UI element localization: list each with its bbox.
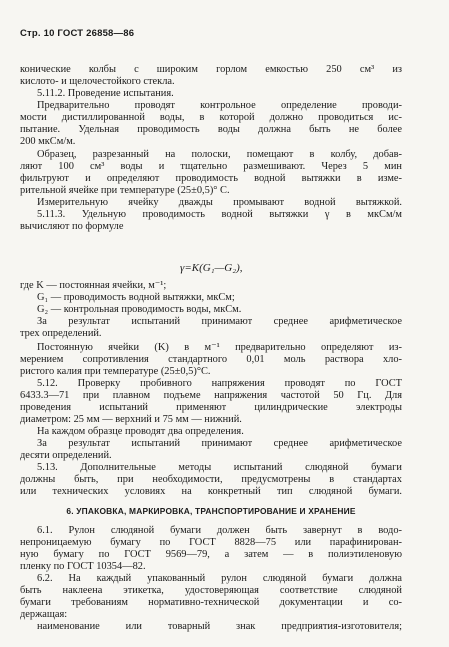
text-line: рительной ячейке при температуре (25±0,5)° С. [20, 185, 230, 196]
text-line: пытание. Удельная проводимость воды должна быть не более [20, 124, 402, 135]
text-line: вычисляют по формуле [20, 221, 124, 232]
text-line: 200 мкСм/м. [20, 136, 76, 147]
text-line: непроницаемую бумагу по ГОСТ 8828—75 или парафинирован- [20, 537, 402, 548]
text-line: 5.11.3. Удельную проводимость водной вытяжки γ в мкСм/м [37, 209, 402, 220]
text-line: наименование или товарный знак предприятия-изготовителя; [37, 621, 402, 632]
text-line: G₁ — проводимость водной вытяжки, мкСм; [37, 292, 235, 303]
text-line: держащая: [20, 609, 68, 620]
text-line: Постоянную ячейки (K) в м⁻¹ предварительно определяют из- [37, 342, 402, 353]
text-line: диаметром: 25 мм — верхний и 75 мм — нижний. [20, 414, 242, 425]
text-line: ляют 100 см³ воды и тщательно размешивают. Через 5 мин [20, 161, 402, 172]
text-line: На каждом образце проводят два определения. [37, 426, 244, 437]
text-line: ристого калия при температуре (25±0,5)°С. [20, 366, 211, 377]
text-line: или технических условиях на конкретный тип слюдяной бумаги. [20, 486, 402, 497]
text-line: Образец, разрезанный на полоски, помещают в колбу, добав- [37, 149, 402, 160]
text-line: конические колбы с широким горлом емкостью 250 см³ из [20, 64, 402, 75]
text-line: За результат испытаний принимают среднее арифметическое [37, 438, 402, 449]
text-line: кислото- и щелочестойкого стекла. [20, 76, 175, 87]
page-header: Стр. 10 ГОСТ 26858—86 [20, 28, 135, 39]
text-line: 5.11.2. Проведение испытания. [37, 88, 174, 99]
text-line: 6.2. На каждый упакованный рулон слюдяной бумаги должна [37, 573, 402, 584]
text-line: ную бумагу по ГОСТ 9569—79, а затем — в полиэтиленовую [20, 549, 402, 560]
text-line: фильтруют и определяют проводимость водной вытяжки в изме- [20, 173, 402, 184]
text-line: 5.12. Проверку пробивного напряжения проводят по ГОСТ [37, 378, 402, 389]
text-line: Измерительную ячейку дважды промывают водной вытяжкой. [37, 197, 402, 208]
text-line: 5.13. Дополнительные методы испытаний слюдяной бумаги [37, 462, 402, 473]
text-line: 6433.3—71 при плавном подъеме напряжения частотой 50 Гц. Для [20, 390, 402, 401]
text-line: должны быть, при необходимости, предусмотрены в стандартах [20, 474, 402, 485]
text-line: пленку по ГОСТ 10354—82. [20, 561, 146, 572]
text-line: проведения испытаний применяют цилиндрические электроды [20, 402, 402, 413]
text-line: бумаги требованиям нормативно-технической документации и со- [20, 597, 402, 608]
text-line: За результат испытаний принимают среднее арифметическое [37, 316, 402, 327]
text-line: мости дистиллированной воды, в которой должно проводиться ис- [20, 112, 402, 123]
text-line: 6.1. Рулон слюдяной бумаги должен быть завернут в водо- [37, 525, 402, 536]
section-heading: 6. УПАКОВКА, МАРКИРОВКА, ТРАНСПОРТИРОВАНИЕ И ХРАНЕНИЕ [66, 506, 356, 516]
text-line: мерением сопротивления стандартного 0,01 моль раствора хло- [20, 354, 402, 365]
formula: γ=K(G₁—G₂), [180, 262, 243, 274]
text-line: где K — постоянная ячейки, м⁻¹; [20, 280, 167, 291]
text-line: быть наклеена этикетка, удостоверяющая соответствие слюдяной [20, 585, 402, 596]
text-line: G₂ — контрольная проводимость воды, мкСм. [37, 304, 242, 315]
text-line: трех определений. [20, 328, 102, 339]
text-line: десяти определений. [20, 450, 112, 461]
text-line: Предварительно проводят контрольное определение проводи- [37, 100, 402, 111]
